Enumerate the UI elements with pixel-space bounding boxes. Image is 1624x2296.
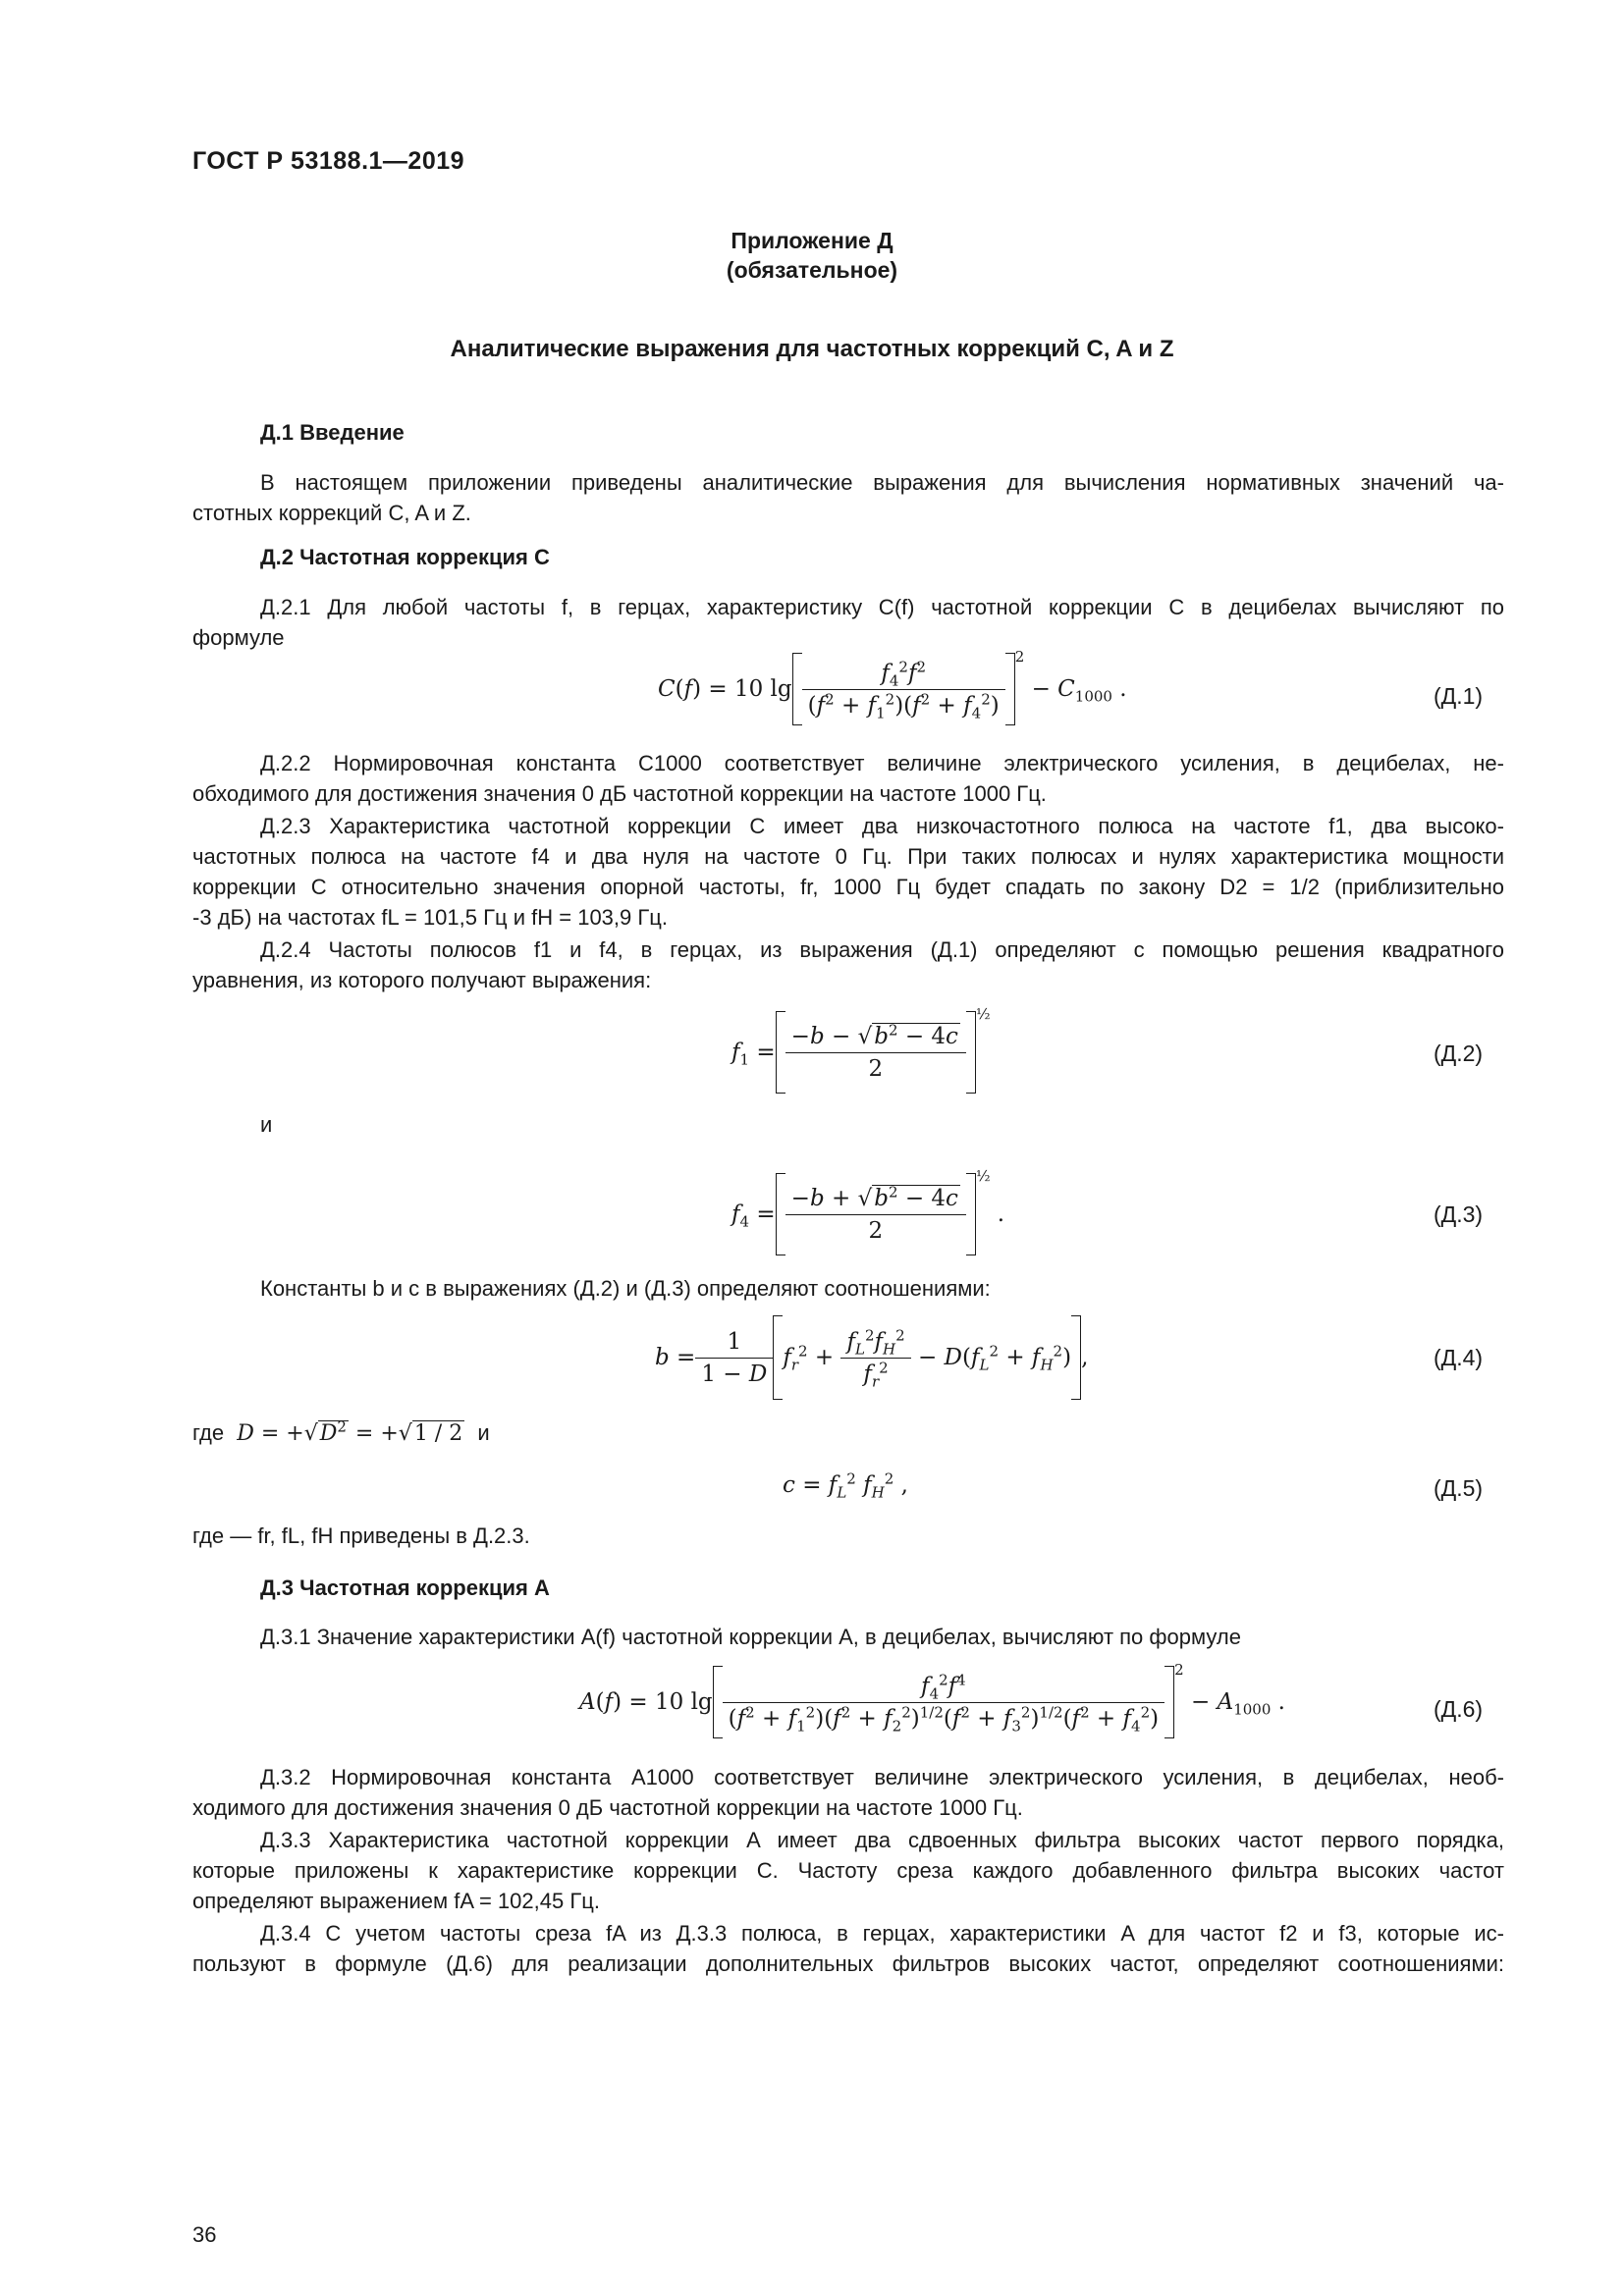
equation-number: (Д.6) bbox=[1434, 1696, 1484, 1722]
paragraph-line: Д.2.2 Нормировочная константа C1000 соответствует величине электрического усиления, в децибелах, не- bbox=[260, 751, 1504, 775]
section-d3-title: Д.3 Частотная коррекция A bbox=[260, 1575, 550, 1600]
equation-number: (Д.4) bbox=[1434, 1345, 1484, 1370]
formula-d3: $f_4$ = $\frac{-b + √b^2 - 4c}{2}$ $^{\frac{1}{2}}$ . bbox=[731, 1173, 1004, 1255]
paragraph-line: ходимого для достижения значения 0 дБ частотной коррекции на частоте 1000 Гц. bbox=[192, 1795, 1023, 1820]
formula-d2: $f_1$ = $\frac{-b - √b^2 - 4c}{2}$ $^{\frac{1}{2}}$ bbox=[731, 1011, 990, 1094]
paragraph-line: пользуют в формуле (Д.6) для реализации дополнительных фильтров высоких частот, определяют соотношениями: bbox=[192, 1951, 1504, 1976]
paragraph-line: Д.3.1 Значение характеристики A(f) частотной коррекции A, в децибелах, вычисляют по формуле bbox=[260, 1625, 1241, 1649]
paragraph-line: формуле bbox=[192, 625, 285, 650]
annex-heading: Аналитические выражения для частотных коррекций C, A и Z bbox=[450, 336, 1174, 362]
paragraph-line: Константы b и c в выражениях (Д.2) и (Д.3) определяют соотношениями: bbox=[260, 1276, 991, 1301]
paragraph-line: Д.2.3 Характеристика частотной коррекции C имеет два низкочастотного полюса на частоте f1, два высоко- bbox=[260, 814, 1504, 838]
conjunction-and: и bbox=[260, 1112, 273, 1137]
paragraph-line: определяют выражением fA = 102,45 Гц. bbox=[192, 1889, 600, 1913]
paragraph-line: Д.3.4 С учетом частоты среза fA из Д.3.3 полюса, в герцах, характеристики A для частот f2 и f3, которые ис- bbox=[260, 1921, 1504, 1946]
paragraph-line: Д.2.1 Для любой частоты f, в герцах, характеристику C(f) частотной коррекции C в децибелах вычисляют по bbox=[260, 595, 1504, 619]
formula-d4: b = $\frac{1}{1 - D}$ $f_r^2$ + $\frac{f_L^2f_H^2}{f_r^2}$ − $D(f_L^2 + f_H^2)$ , bbox=[655, 1315, 1088, 1400]
formula-d5: $c = f_L^2$ $f_H^2$ , bbox=[783, 1469, 908, 1502]
annex-status: (обязательное) bbox=[726, 257, 898, 283]
paragraph-line: Д.3.3 Характеристика частотной коррекции A имеет два сдвоенных фильтра высоких частот первого порядка, bbox=[260, 1828, 1504, 1852]
equation-number: (Д.2) bbox=[1434, 1041, 1484, 1066]
paragraph-line: которые приложены к характеристике коррекции C. Частоту среза каждого добавленного фильтра высоких частот bbox=[192, 1858, 1504, 1883]
page-number: 36 bbox=[192, 2222, 217, 2247]
paragraph-line: коррекции С относительно значения опорной частоты, fr, 1000 Гц будет спадать по закону D2 = 1/2 (приблизительно bbox=[192, 875, 1504, 899]
where-d-line: где $D = +√D^2 = +√1 / 2$ и bbox=[192, 1417, 490, 1446]
paragraph-line: где — fr, fL, fH приведены в Д.2.3. bbox=[192, 1523, 530, 1548]
paragraph-line: Д.3.2 Нормировочная константа A1000 соответствует величине электрического усиления, в децибелах, необ- bbox=[260, 1765, 1504, 1789]
equation-number: (Д.5) bbox=[1434, 1475, 1484, 1501]
equation-number: (Д.1) bbox=[1434, 683, 1484, 709]
paragraph-line: частотных полюса на частоте f4 и два нуля на частоте 0 Гц. При таких полюсах и нулях характеристика мощности bbox=[192, 844, 1504, 869]
document-id: ГОСТ Р 53188.1—2019 bbox=[192, 147, 465, 175]
paragraph-line: стотных коррекций C, A и Z. bbox=[192, 501, 471, 525]
paragraph-line: -3 дБ) на частотах fL = 101,5 Гц и fH = 103,9 Гц. bbox=[192, 905, 668, 930]
equation-number: (Д.3) bbox=[1434, 1201, 1484, 1227]
where-label: где bbox=[192, 1420, 225, 1445]
paragraph-line: обходимого для достижения значения 0 дБ частотной коррекции на частоте 1000 Гц. bbox=[192, 781, 1047, 806]
formula-d6: A(f) = 10 lg $\frac{f_4^2f^4}{(f^2 + f_1^2)(f^2 + f_2^2)^{1/2}(f^2 + f_3^2)^{1/2}(f^2 + f_4^2)}$ $^2 - A_{1000}$ . bbox=[579, 1666, 1285, 1738]
section-d1-title: Д.1 Введение bbox=[260, 420, 405, 445]
paragraph-line: уравнения, из которого получают выражения: bbox=[192, 968, 652, 992]
paragraph-line: В настоящем приложении приведены аналитические выражения для вычисления нормативных значений ча- bbox=[260, 470, 1504, 495]
formula-d1: C(f) = 10 lg $\frac{f_4^2f^2}{(f^2 + f_1^2)(f^2 + f_4^2)}$ $^2 - C_{1000}$ . bbox=[658, 653, 1127, 725]
section-d2-title: Д.2 Частотная коррекция C bbox=[260, 545, 550, 569]
paragraph-line: Д.2.4 Частоты полюсов f1 и f4, в герцах, из выражения (Д.1) определяют с помощью решения квадратного bbox=[260, 937, 1504, 962]
where-and: и bbox=[477, 1420, 490, 1445]
annex-title: Приложение Д bbox=[731, 228, 893, 253]
